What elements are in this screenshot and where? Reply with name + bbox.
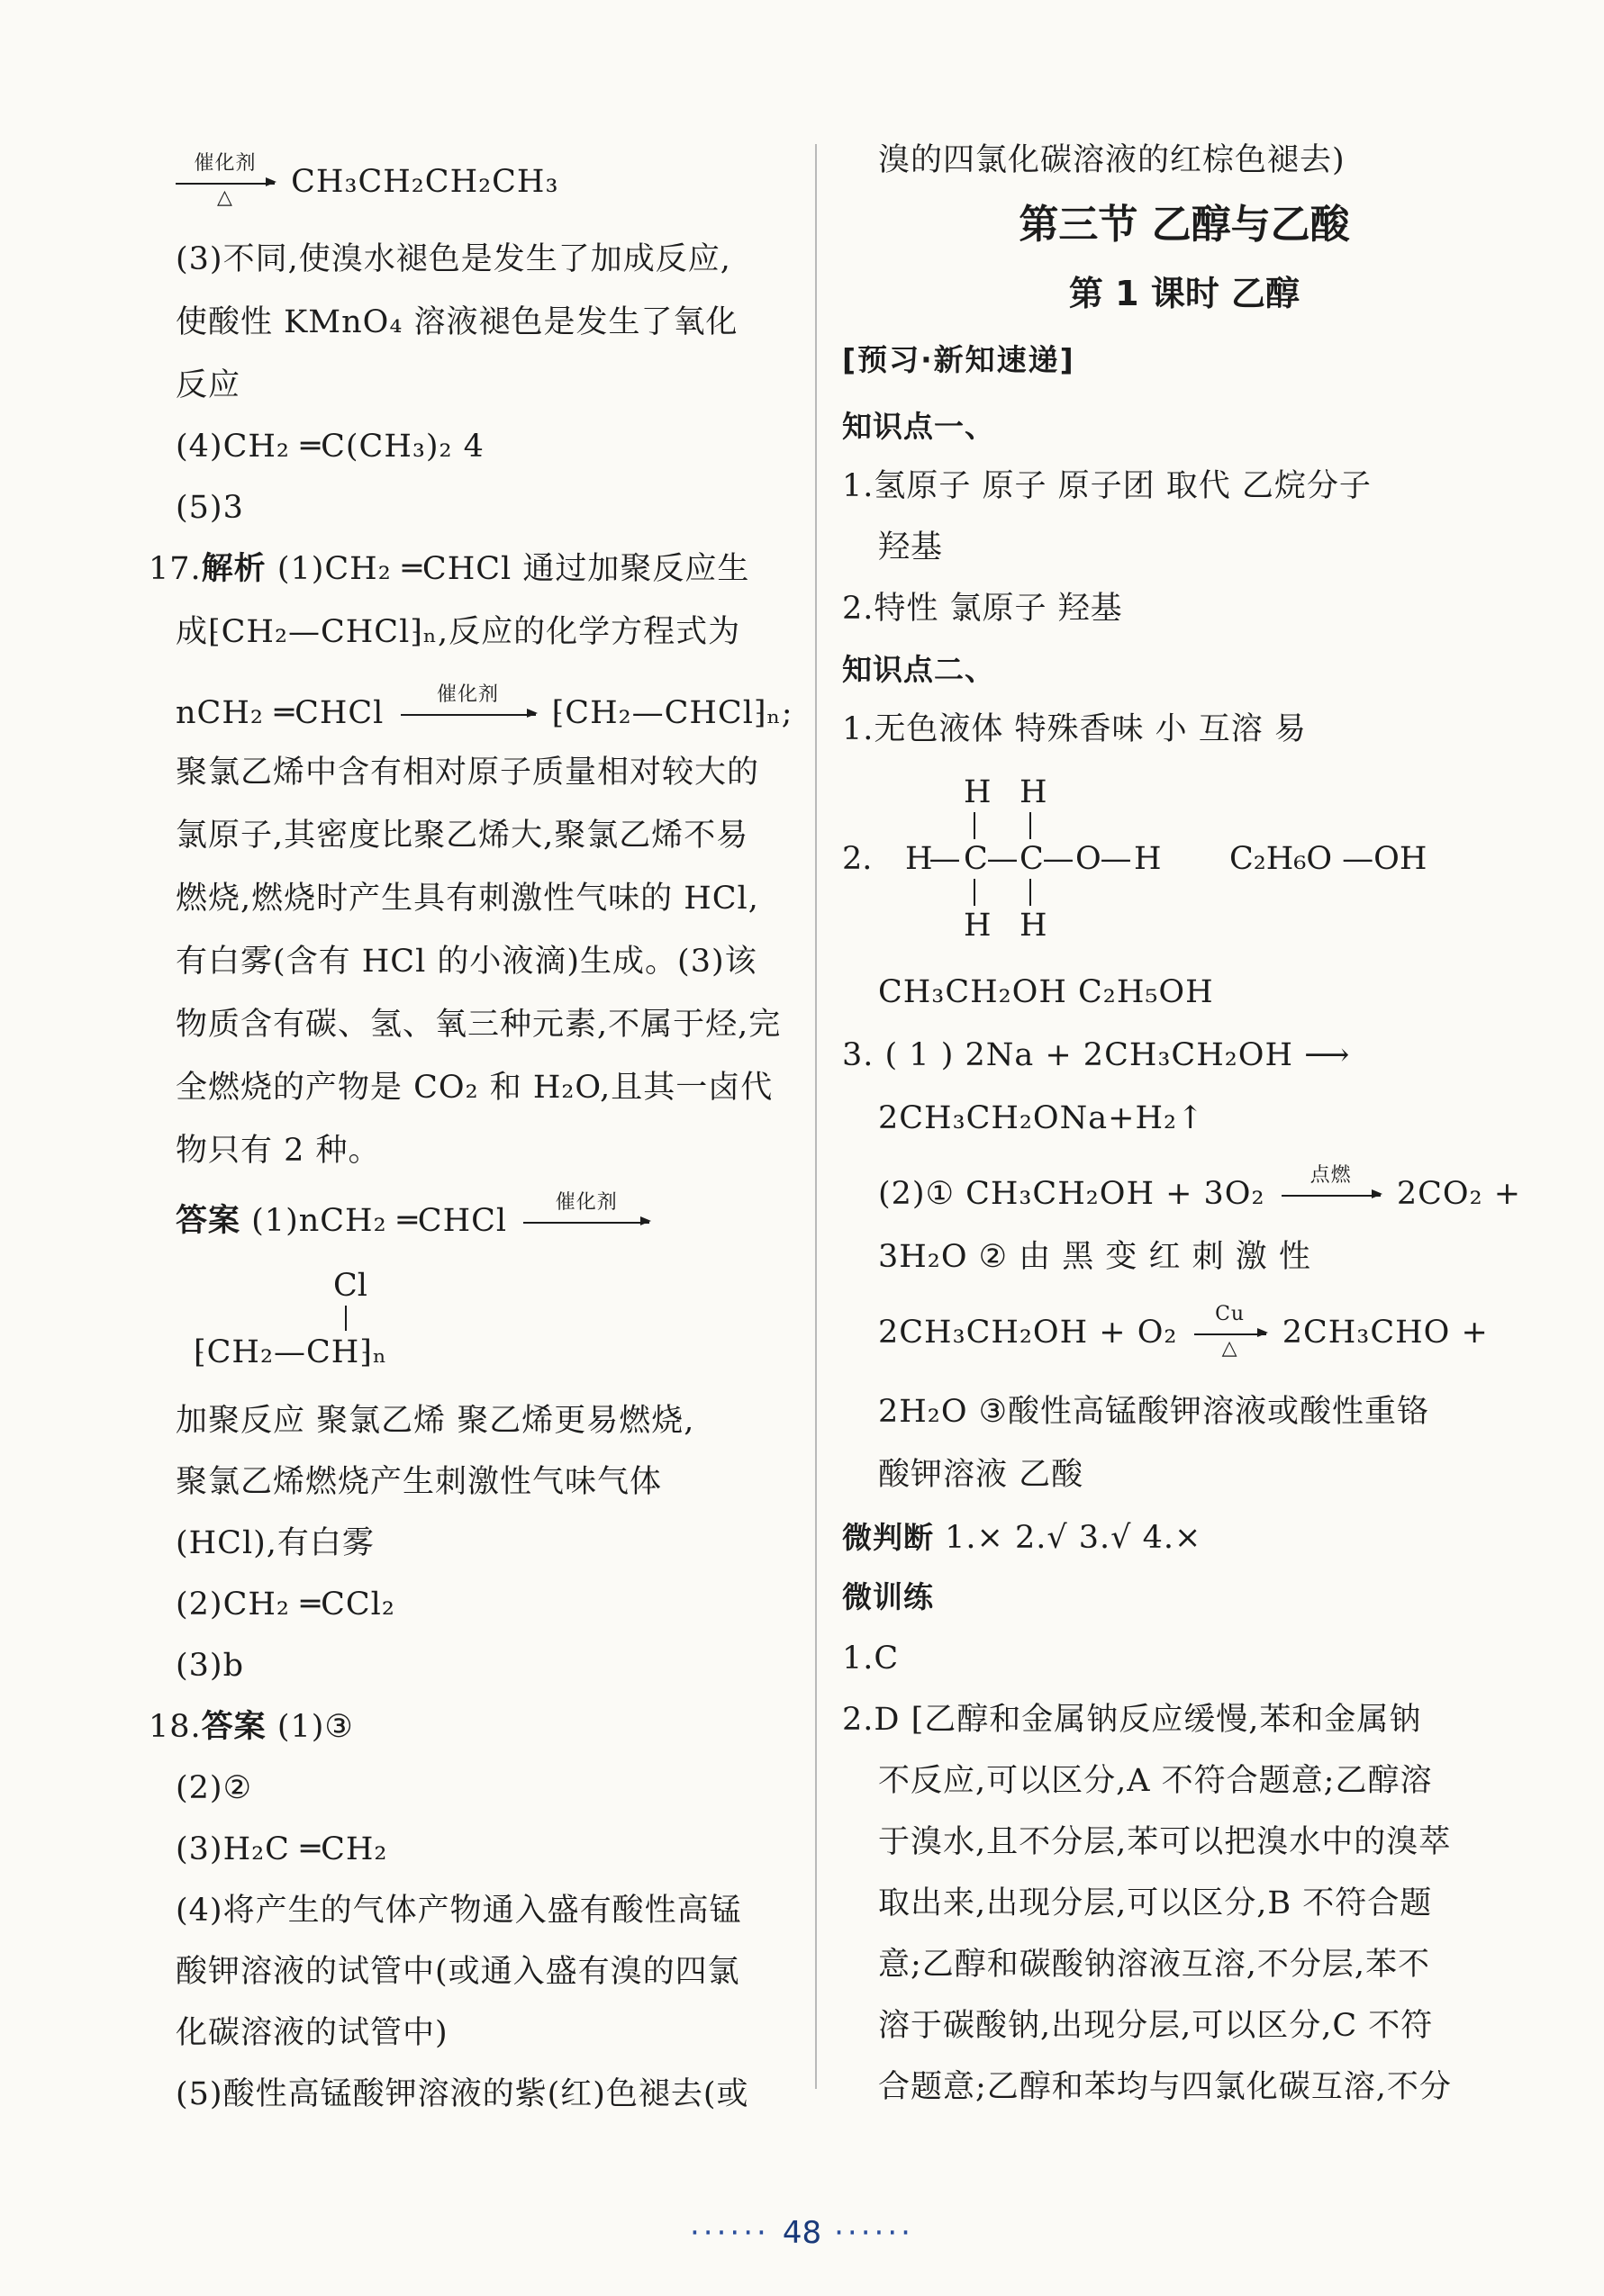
text-line: 反应 [176,367,241,403]
text-line: 2.D [乙醇和金属钠反应缓慢,苯和金属钠 [842,1702,1422,1738]
question-17 [149,549,749,589]
reaction-arrow [176,151,275,209]
bond-line [345,1306,347,1331]
text-line: 聚氯乙烯中含有相对原子质量相对较大的 [176,755,760,791]
page-number: 48 [782,2215,822,2251]
c-atom: C [964,841,988,877]
h-atom: H [1019,908,1047,944]
text-line: 合题意;乙醇和苯均与四氯化碳互溶,不分 [878,2069,1452,2105]
equation-reactant: nCH₂ ═CHCl [176,695,385,731]
bond-dash: — [1042,841,1074,877]
equation-product: ⁅CH₂—CHCl⁆ₙ; [551,695,793,731]
footer-dots: ······ [834,2215,914,2251]
bond-dash: — [986,841,1019,877]
reaction-arrow [1282,1163,1381,1197]
text-line: 取出来,出现分层,可以区分,B 不符合题 [878,1885,1433,1921]
arrow-heat: △ [1221,1336,1238,1360]
c-atom: C [1019,841,1044,877]
text-line: 意;乙醇和碳酸钠溶液互溶,不分层,苯不 [878,1947,1431,1983]
text-line: 溴的四氯化碳溶液的红棕色褪去) [878,142,1346,178]
text-line: 使酸性 KMnO₄ 溶液褪色是发生了氧化 [176,304,739,340]
text-line: (3)b [176,1648,244,1684]
reaction-arrow [523,1190,649,1224]
text-line: 2.特性 氯原子 羟基 [842,591,1123,627]
text-line: (2)CH₂ ═CCl₂ [176,1586,395,1623]
text-line: 2H₂O ③酸性高锰酸钾溶液或酸性重铬 [878,1394,1430,1430]
arrow-condition: 催化剂 [194,151,257,175]
text-line: 1.氢原子 原子 原子团 取代 乙烷分子 [842,468,1372,504]
text-line: 3. ( 1 ) 2Na + 2CH₃CH₂OH ⟶ [842,1037,1351,1073]
h-atom: H [964,908,992,944]
equation-product: 2CH₃CHO + [1282,1315,1489,1351]
footer-dots: ······ [690,2215,770,2251]
text-line: (2)② [176,1770,252,1806]
bond-dash: — [1100,841,1132,877]
text-line: 不反应,可以区分,A 不符合题意;乙醇溶 [878,1763,1433,1799]
lesson-title: 第 1 课时 乙醇 [1068,274,1300,313]
text-segment: (1)nCH₂ ═CHCl [240,1203,508,1239]
text-line: 3H₂O ② 由 黑 变 红 刺 激 性 [878,1239,1311,1275]
polymer-unit: ⁅CH₂—CH⁆ₙ [194,1334,388,1370]
text-line: 燃烧,燃烧时产生具有刺激性气味的 HCl, [176,881,759,917]
arrow-condition: 催化剂 [555,1190,618,1214]
reaction-arrow [401,682,536,716]
o-atom: O [1075,841,1101,877]
text-line: (3)不同,使溴水褪色是发生了加成反应, [176,241,731,277]
judgement-line [842,1518,1201,1558]
question-18 [149,1707,354,1747]
h-atom: H [1019,774,1047,810]
text-line: 化碳溶液的试管中) [176,2015,449,2051]
arrow-condition: 催化剂 [436,682,499,706]
answer-label: 答案 [176,1203,241,1239]
text-segment: (1)CH₂ ═CHCl 通过加聚反应生 [266,551,750,587]
text-line: 酸钾溶液 乙酸 [878,1457,1084,1493]
training-label: 微训练 [842,1579,934,1614]
knowledge-point-heading: 知识点一、 [842,409,995,444]
text-line: 于溴水,且不分层,苯可以把溴水中的溴萃 [878,1824,1452,1860]
equation-reactant: 2CH₃CH₂OH + O₂ [878,1315,1178,1351]
text-line: (HCl),有白雾 [176,1525,375,1561]
text-line: 加聚反应 聚氯乙烯 聚乙烯更易燃烧, [176,1403,695,1439]
text-line: 聚氯乙烯燃烧产生刺激性气味气体 [176,1464,663,1500]
answer-label: 答案 [201,1709,267,1745]
h-atom: H [1134,841,1162,877]
combustion-equation [878,1163,1522,1214]
text-segment: (1)③ [266,1709,354,1745]
text-line: 酸钾溶液的试管中(或通入盛有溴的四氯 [176,1954,740,1990]
bond-line [974,879,975,906]
text-line: (3)H₂C ═CH₂ [176,1831,388,1867]
bond-line [974,812,975,839]
text-line: 成⁅CH₂—CHCl⁆ₙ,反应的化学方程式为 [176,614,741,650]
text-line: 1.无色液体 特殊香味 小 互溶 易 [842,711,1307,747]
column-divider [815,144,817,2089]
question-number: 18. [149,1709,202,1745]
answer-17 [176,1190,655,1241]
reaction-product: CH₃CH₂CH₂CH₃ [291,164,559,200]
h-atom: H [905,841,933,877]
text-line: 全燃烧的产物是 CO₂ 和 H₂O,且其一卤代 [176,1070,774,1106]
text-line: 物只有 2 种。 [176,1133,381,1169]
text-line: 有白雾(含有 HCl 的小液滴)生成。(3)该 [176,944,757,980]
chlorine-atom: Cl [333,1268,367,1304]
equation-reactant: (2)① CH₃CH₂OH + 3O₂ [878,1176,1265,1212]
h-atom: H [964,774,992,810]
molecular-formula: C₂H₆O —OH [1229,841,1427,877]
knowledge-point-heading: 知识点二、 [842,652,995,687]
text-line: (4)将产生的气体产物通入盛有酸性高锰 [176,1893,742,1929]
reaction-line [176,151,559,209]
text-line: 氯原子,其密度比聚乙烯大,聚氯乙烯不易 [176,818,749,854]
text-line: 溶于碳酸钠,出现分层,可以区分,C 不符 [878,2008,1434,2044]
text-line: (5)3 [176,490,244,526]
bond-line [1029,879,1031,906]
bond-dash: — [929,841,961,877]
page-footer [0,2215,1604,2251]
equation-line [176,682,793,733]
text-segment: 1.× 2.√ 3.√ 4.× [934,1520,1202,1556]
judgement-label: 微判断 [842,1520,934,1555]
equation-product: 2CO₂ + [1396,1176,1522,1212]
bond-line [1029,812,1031,839]
text-line: (5)酸性高锰酸钾溶液的紫(红)色褪去(或 [176,2076,749,2112]
arrow-condition: Cu [1215,1302,1246,1325]
arrow-condition: 点燃 [1309,1163,1352,1187]
text-line: 1.C [842,1641,900,1677]
text-line: 2CH₃CH₂ONa+H₂↑ [878,1100,1205,1136]
section-label: [预习·新知速递] [842,342,1075,377]
text-line: 物质含有碳、氢、氧三种元素,不属于烃,完 [176,1007,782,1043]
analysis-label: 解析 [201,551,267,587]
reaction-arrow [1194,1302,1266,1360]
text-line: CH₃CH₂OH C₂H₅OH [878,974,1214,1010]
arrow-heat: △ [217,185,233,209]
item-number: 2. [842,841,873,877]
section-title: 第三节 乙醇与乙酸 [1019,202,1350,248]
text-line: (4)CH₂ ═C(CH₃)₂ 4 [176,429,485,465]
question-number: 17. [149,551,202,587]
text-line: 羟基 [878,529,944,565]
oxidation-equation [878,1302,1489,1360]
